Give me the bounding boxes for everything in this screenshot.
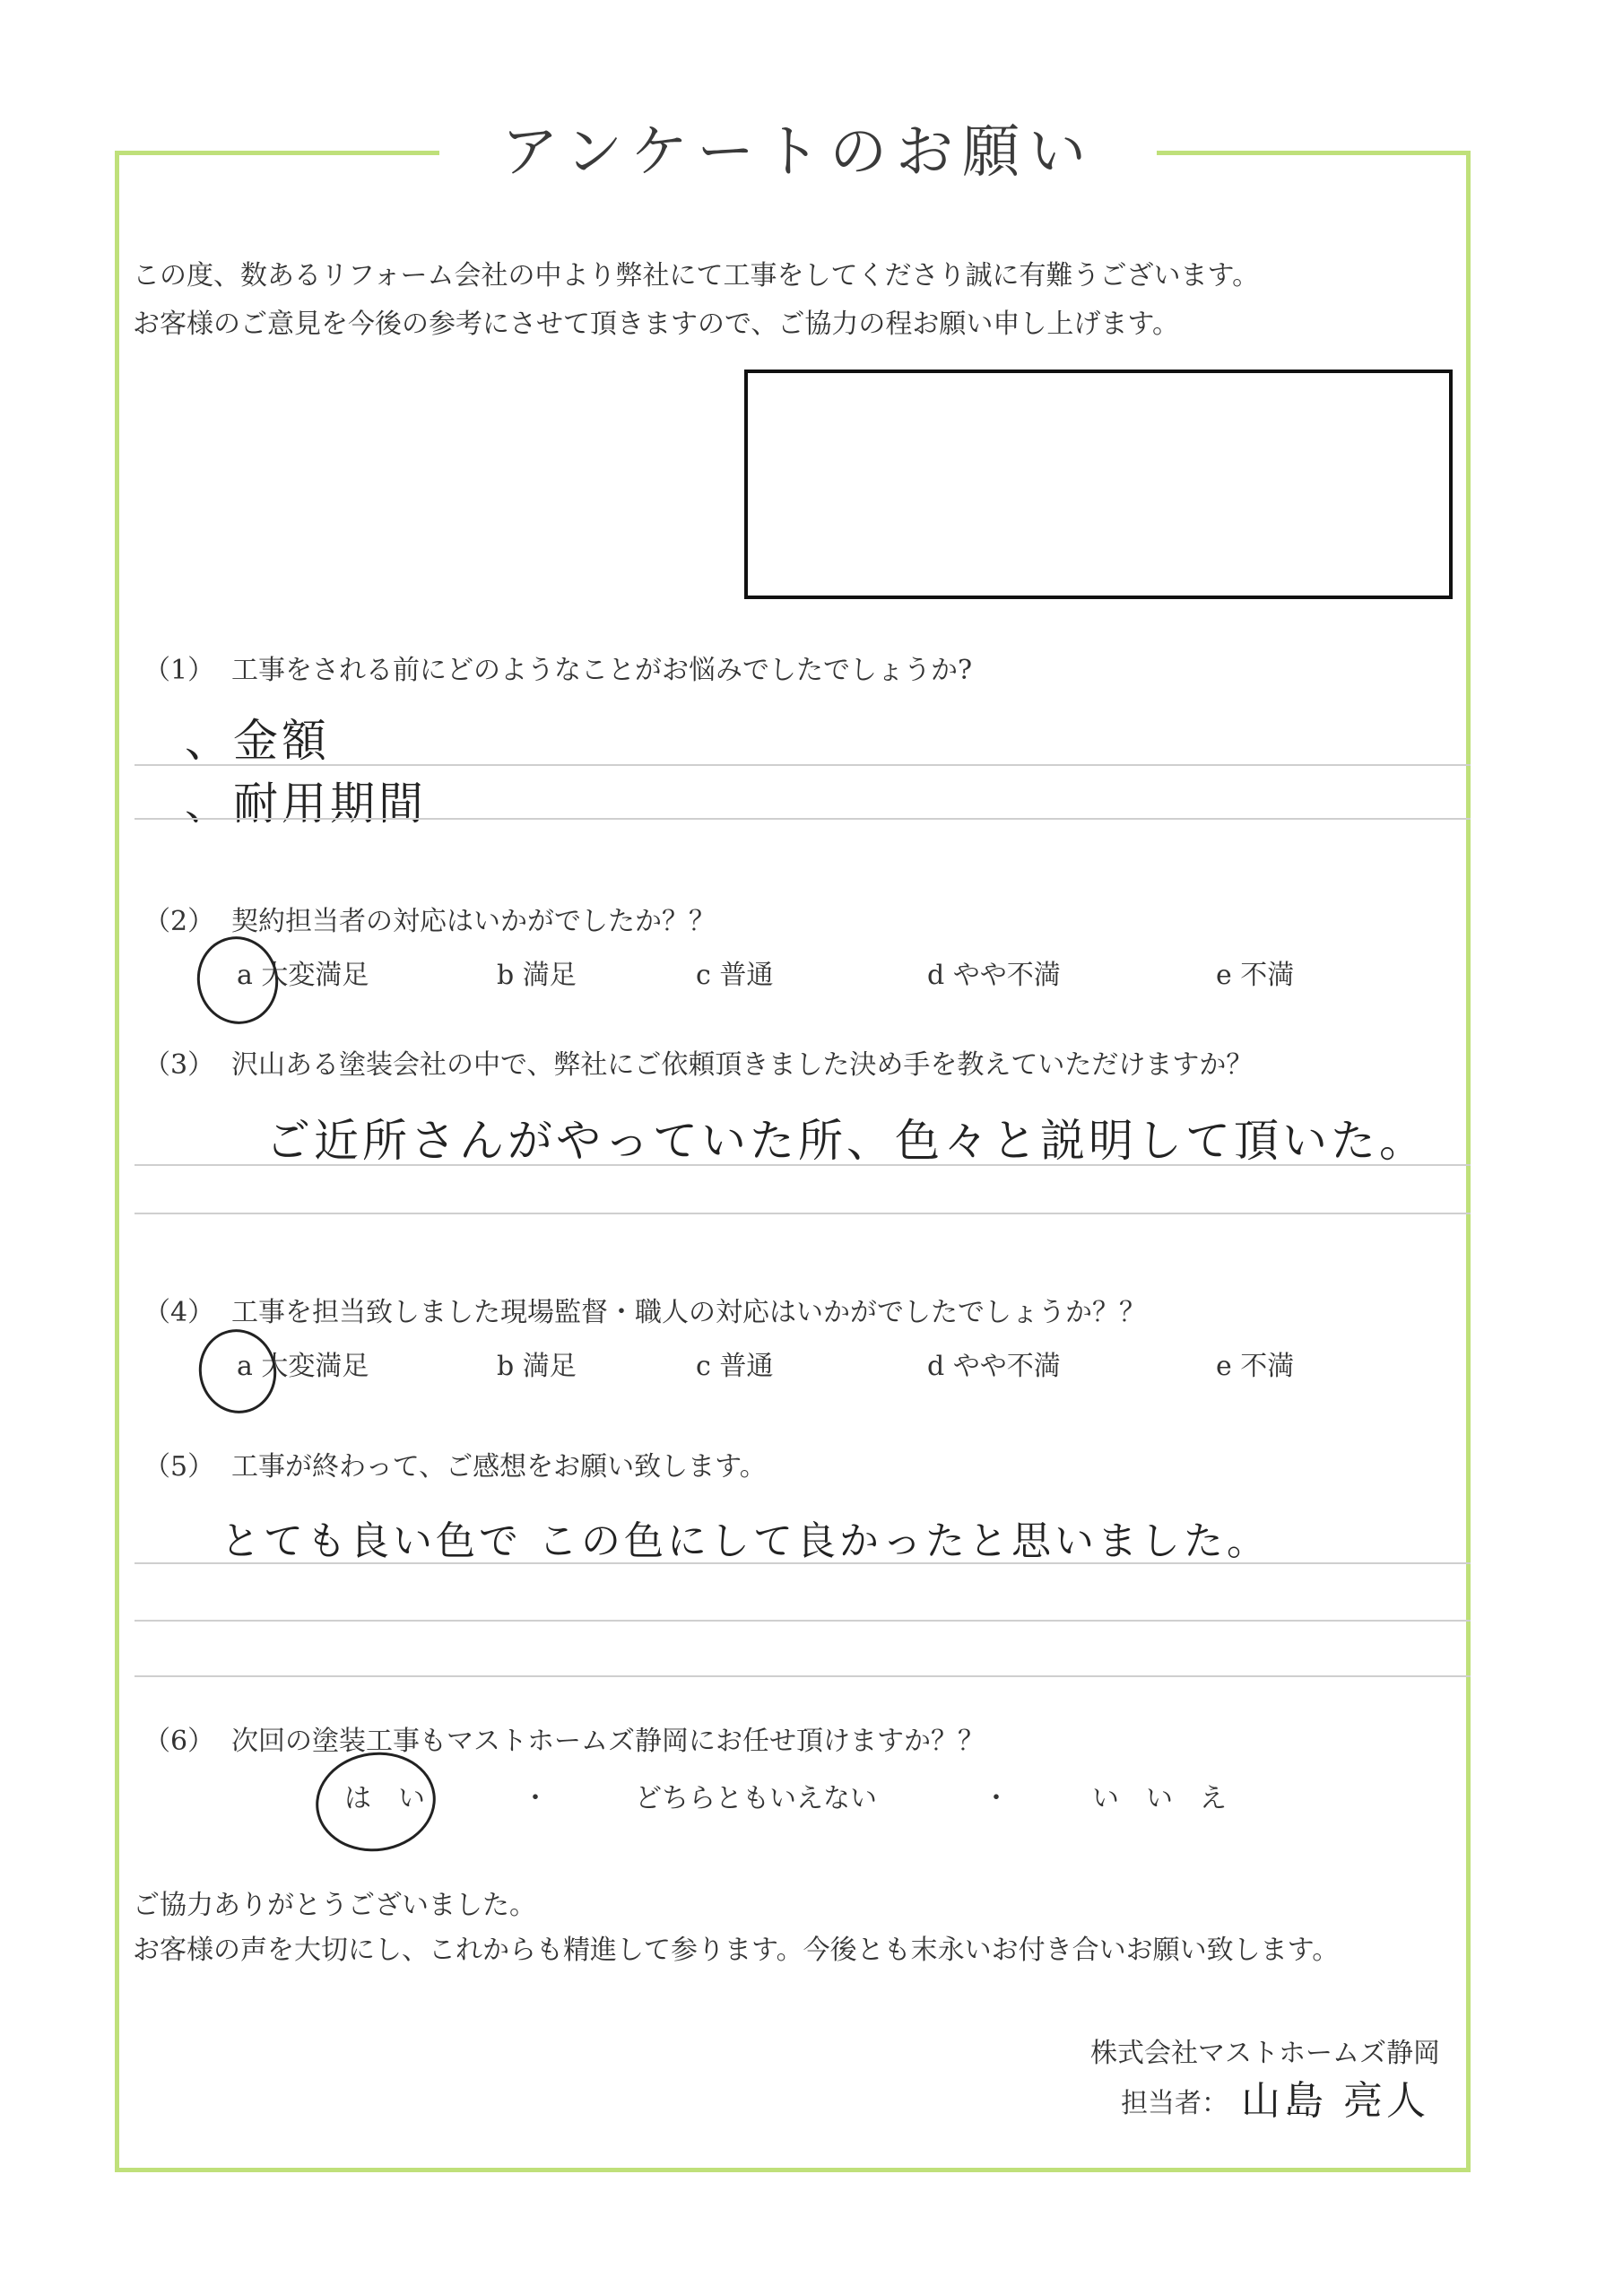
- footer-line-1: ご協力ありがとうございました。: [133, 1890, 536, 1921]
- q5-answer: とても良い色で この色にして良かったと思いました。: [221, 1518, 1270, 1564]
- q6-option-no[interactable]: い い え: [1092, 1783, 1227, 1814]
- q6-text: 次回の塗装工事もマストホームズ静岡にお任せ頂けますか？？: [231, 1726, 985, 1757]
- answer-line: [135, 1620, 1471, 1622]
- answer-line: [135, 764, 1471, 766]
- q6-option-yes[interactable]: は い: [344, 1783, 425, 1814]
- footer-line-2: お客様の声を大切にし、これからも精進して参ります。今後とも末永いお付き合いお願い致します。: [133, 1935, 1340, 1966]
- company-name: 株式会社マストホームズ静岡: [1090, 2038, 1440, 2069]
- q1-answer-1: 、金額: [185, 715, 330, 767]
- q3-text: 沢山ある塗装会社の中で、弊社にご依頼頂きました決め手を教えていただけますか？: [231, 1049, 1254, 1081]
- q6-number: （6）: [143, 1726, 215, 1757]
- q2-option-c[interactable]: c 普通: [696, 960, 774, 991]
- q4-option-a[interactable]: a 大変満足: [237, 1351, 369, 1382]
- q2-text: 契約担当者の対応はいかがでしたか？？: [231, 906, 716, 937]
- staff-signature: 山島 亮人: [1241, 2078, 1429, 2124]
- q4-option-c[interactable]: c 普通: [696, 1351, 774, 1382]
- q6-option-neutral[interactable]: どちらともいえない: [635, 1783, 877, 1814]
- q5-number: （5）: [143, 1451, 215, 1483]
- q6-option-separator: ・: [522, 1783, 549, 1814]
- page-title: アンケートのお願い: [439, 115, 1157, 190]
- answer-line: [135, 1562, 1471, 1564]
- q1-answer-2: 、耐用期間: [185, 778, 427, 830]
- q2-option-b[interactable]: b 満足: [497, 960, 577, 991]
- q2-option-e[interactable]: e 不満: [1216, 960, 1295, 991]
- q3-answer: ご近所さんがやっていた所、色々と説明して頂いた。: [265, 1115, 1428, 1167]
- q4-text: 工事を担当致しました現場監督・職人の対応はいかがでしたでしょうか？？: [231, 1297, 1146, 1328]
- answer-line: [135, 1675, 1471, 1677]
- q4-option-e[interactable]: e 不満: [1216, 1351, 1295, 1382]
- intro-line-2: お客様のご意見を今後の参考にさせて頂きますので、ご協力の程お願い申し上げます。: [133, 309, 1179, 340]
- q4-option-d[interactable]: d やや不満: [927, 1351, 1061, 1382]
- q4-option-b[interactable]: b 満足: [497, 1351, 577, 1382]
- redacted-box: [744, 370, 1453, 599]
- q2-number: （2）: [143, 906, 215, 937]
- q6-option-separator: ・: [983, 1783, 1010, 1814]
- q1-text: 工事をされる前にどのようなことがお悩みでしたでしょうか?: [231, 655, 973, 686]
- answer-line: [135, 1164, 1471, 1166]
- q2-option-d[interactable]: d やや不満: [927, 960, 1061, 991]
- answer-line: [135, 818, 1471, 820]
- q1-number: （1）: [143, 655, 215, 686]
- staff-label: 担当者：: [1121, 2088, 1228, 2119]
- q3-number: （3）: [143, 1049, 215, 1081]
- q2-option-a[interactable]: a 大変満足: [237, 960, 369, 991]
- answer-line: [135, 1213, 1471, 1214]
- intro-line-1: この度、数あるリフォーム会社の中より弊社にて工事をしてくださり誠に有難うございます。: [133, 260, 1260, 291]
- q5-text: 工事が終わって、ご感想をお願い致します。: [231, 1451, 767, 1483]
- q4-number: （4）: [143, 1297, 215, 1328]
